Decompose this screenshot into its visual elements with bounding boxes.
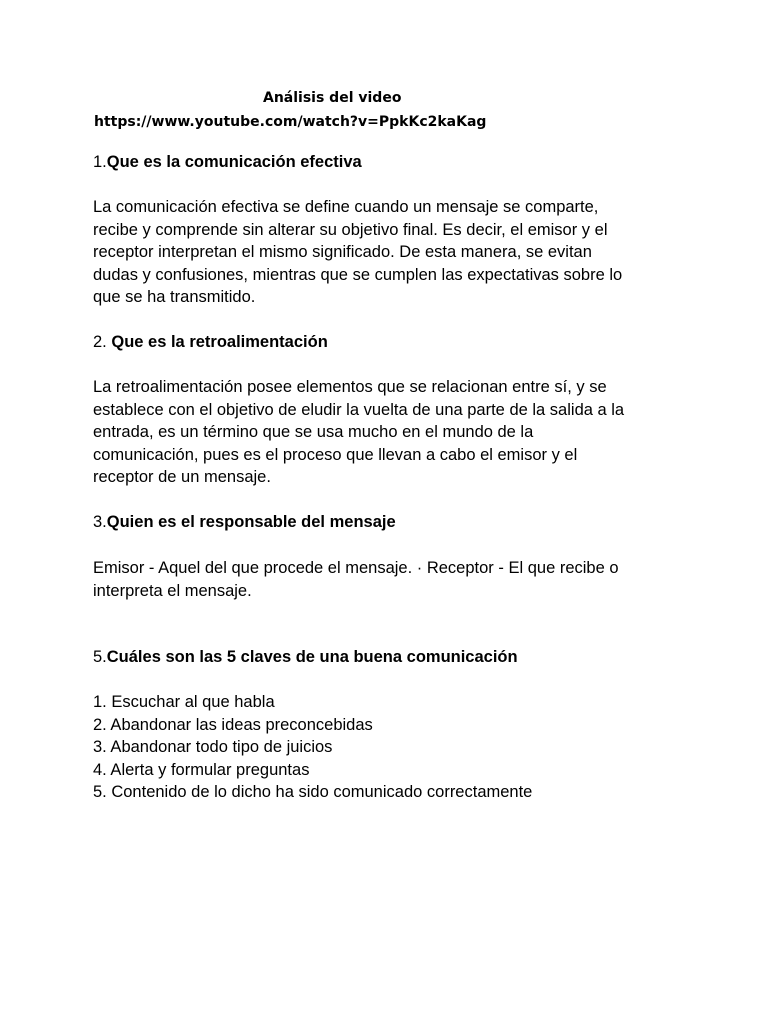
list-item: 1. Escuchar al que habla [93,693,275,711]
section-title: Que es la comunicación efectiva [106,153,362,171]
paragraph-line: interpreta el mensaje. [93,581,252,600]
section-number: 1. [93,153,107,171]
section-2-heading [93,331,693,354]
paragraph-line: receptor de un mensaje. [93,468,271,487]
section-1-heading [93,151,693,174]
section-number: 5. [93,648,107,666]
list-item: 5. Contenido de lo dicho ha sido comunicado correctamente [93,783,533,802]
section-3-paragraph [93,557,693,602]
video-url: https://www.youtube.com/watch?v=PpkKc2kaKag [94,114,487,130]
paragraph-line: recibe y comprende sin alterar su objetivo final. Es decir, el emisor y el [93,220,608,239]
section-title: Que es la retroalimentación [111,333,328,351]
paragraph-line: receptor interpretan el mismo significado. De esta manera, se evitan [93,243,592,262]
section-title: Quien es el responsable del mensaje [106,513,396,531]
list-item: 2. Abandonar las ideas preconcebidas [93,715,373,734]
section-1-paragraph [93,196,693,309]
paragraph-line: La retroalimentación posee elementos que se relacionan entre sí, y se [93,378,607,396]
list-item: 4. Alerta y formular preguntas [93,760,310,779]
paragraph-line: establece con el objetivo de eludir la vuelta de una parte de la salida a la [93,400,625,419]
section-5-heading [93,646,693,669]
paragraph-line: dudas y confusiones, mientras que se cumplen las expectativas sobre lo [93,265,623,284]
section-number: 2. [93,333,112,351]
claves-list [93,691,693,804]
section-2-paragraph [93,376,693,489]
paragraph-line: La comunicación efectiva se define cuando un mensaje se comparte, [93,198,599,216]
section-3-heading [93,511,693,534]
section-title: Cuáles son las 5 claves de una buena comunicación [106,648,518,666]
paragraph-line: que se ha transmitido. [93,288,256,307]
paragraph-line: Emisor - Aquel del que procede el mensaje. · Receptor - El que recibe o [93,559,619,577]
paragraph-line: comunicación, pues es el proceso que llevan a cabo el emisor y el [93,445,578,464]
list-item: 3. Abandonar todo tipo de juicios [93,738,333,757]
section-number: 3. [93,513,107,531]
document-title: Análisis del video [263,90,402,106]
paragraph-line: entrada, es un término que se usa mucho en el mundo de la [93,423,534,442]
